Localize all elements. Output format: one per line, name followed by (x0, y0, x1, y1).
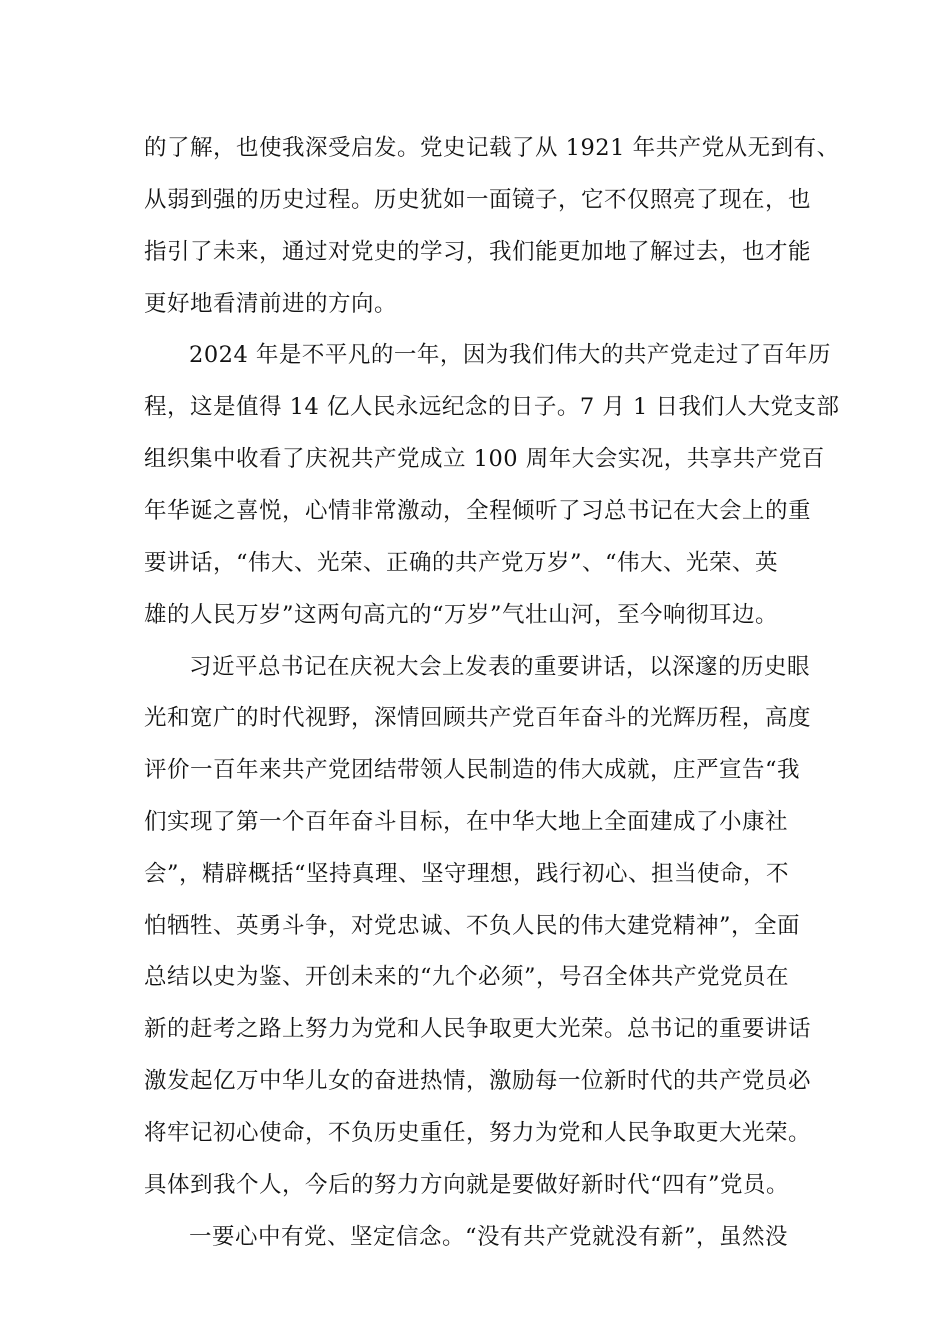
text-line: 年华诞之喜悦，心情非常激动，全程倾听了习总书记在大会上的重 (144, 498, 812, 524)
text-line: 的了解，也使我深受启发。党史记载了从 1921 年共产党从无到有、 (144, 135, 840, 161)
paragraph-first-line: 2024 年是不平凡的一年，因为我们伟大的共产党走过了百年历 (189, 342, 831, 368)
text-line: 程，这是值得 14 亿人民永远纪念的日子。7 月 1 日我们人大党支部 (144, 394, 840, 420)
text-line: 更好地看清前进的方向。 (144, 291, 398, 317)
text-line: 指引了未来，通过对党史的学习，我们能更加地了解过去，也才能 (144, 239, 812, 265)
text-line: 激发起亿万中华儿女的奋进热情，激励每一位新时代的共产党员必 (144, 1068, 812, 1094)
paragraph-first-line: 一要心中有党、坚定信念。“没有共产党就没有新”，虽然没 (189, 1224, 789, 1250)
paragraph-first-line: 习近平总书记在庆祝大会上发表的重要讲话，以深邃的历史眼 (189, 654, 811, 680)
text-line: 从弱到强的历史过程。历史犹如一面镜子，它不仅照亮了现在，也 (144, 187, 812, 213)
text-line: 要讲话，“伟大、光荣、正确的共产党万岁”、“伟大、光荣、英 (144, 550, 779, 576)
text-line: 总结以史为鉴、开创未来的“九个必须”，号召全体共产党党员在 (144, 964, 790, 990)
text-line: 具体到我个人，今后的努力方向就是要做好新时代“四有”党员。 (144, 1172, 790, 1198)
text-line: 怕牺牲、英勇斗争，对党忠诚、不负人民的伟大建党精神”，全面 (144, 913, 801, 939)
text-line: 组织集中收看了庆祝共产党成立 100 周年大会实况，共享共产党百 (144, 446, 825, 472)
text-line: 会”，精辟概括“坚持真理、坚守理想，践行初心、担当使命，不 (144, 861, 790, 887)
text-line: 评价一百年来共产党团结带领人民制造的伟大成就，庄严宣告“我 (144, 757, 801, 783)
text-line: 光和宽广的时代视野，深情回顾共产党百年奋斗的光辉历程，高度 (144, 705, 812, 731)
text-line: 们实现了第一个百年奋斗目标，在中华大地上全面建成了小康社 (144, 809, 789, 835)
text-line: 雄的人民万岁”这两句高亢的“万岁”气壮山河，至今响彻耳边。 (144, 602, 779, 628)
text-line: 将牢记初心使命，不负历史重任，努力为党和人民争取更大光荣。 (144, 1120, 812, 1146)
text-line: 新的赶考之路上努力为党和人民争取更大光荣。总书记的重要讲话 (144, 1016, 812, 1042)
